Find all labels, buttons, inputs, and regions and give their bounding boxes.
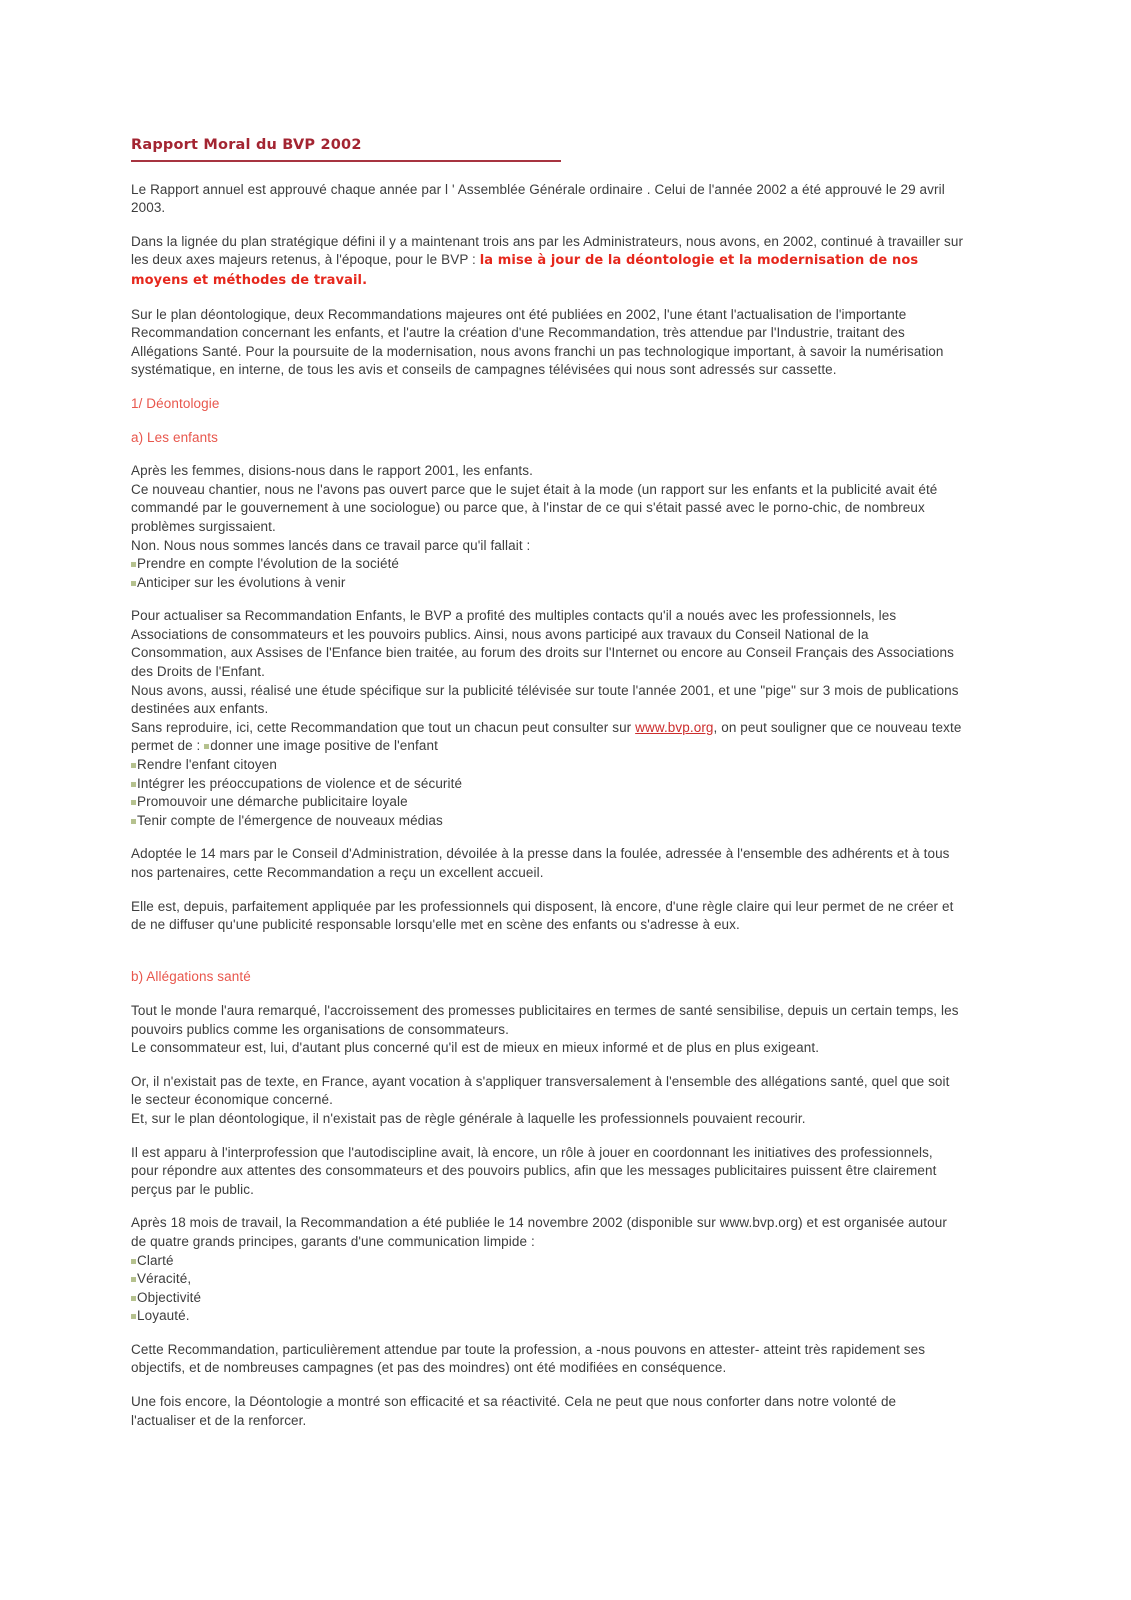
text-run: Sur le plan déontologique, deux Recommandations majeures ont été publiées en 2002, l'une étant l'actualisation de l'importante Recommandation concernant les enfants, et l'autre la création d'une Recommandation, très attendue par l'Industrie, traitant des Allégations Santé. Pour la poursuite de la modernisation, nous avons franchi un pas technologique important, à savoir la numérisation systématique, en interne, de tous les avis et conseils de campagnes télévisées qui nous sont adressés sur cassette. (131, 306, 944, 378)
text-run: Après les femmes, disions-nous dans le rapport 2001, les enfants. (131, 463, 533, 479)
paragraph (131, 1002, 964, 1058)
paragraph (131, 845, 964, 882)
text-run: Anticiper sur les évolutions à venir (137, 574, 346, 590)
text-run: Véracité, (137, 1271, 192, 1287)
section-heading: b) Allégations santé (131, 969, 251, 985)
bullet-icon (131, 800, 136, 805)
paragraph (131, 181, 964, 218)
text-run: Intégrer les préoccupations de violence et de sécurité (137, 775, 463, 791)
text-run: donner une image positive de l'enfant (210, 738, 438, 754)
paragraph (131, 1073, 964, 1129)
text-run: Pour actualiser sa Recommandation Enfants, le BVP a profité des multiples contacts qu'il a noués avec les professionnels, les Associations de consommateurs et les pouvoirs publics. Ainsi, nous avons participé aux travaux du Conseil National de la Consommation, aux Assises de l'Enfance bien traitée, au forum des droits sur l'Internet ou encore au Conseil Français des Associations des Droits de l'Enfant. (131, 608, 954, 680)
bullet-icon (131, 782, 136, 787)
paragraph (131, 1393, 964, 1430)
text-run: Elle est, depuis, parfaitement appliquée par les professionnels qui disposent, là encore, d'une règle claire qui leur permet de ne créer et de ne diffuser qu'une publicité responsable lorsqu'elle met en scène des enfants ou s'adresse à eux. (131, 898, 954, 933)
section-heading: a) Les enfants (131, 429, 218, 445)
text-run: Ce nouveau chantier, nous ne l'avons pas ouvert parce que le sujet était à la mode (un rapport sur les enfants et la publicité avait été commandé par le gouvernement à une sociologue) ou parce que, à l'instar de ce qui s'était passé avec le porno-chic, de nombreux problèmes surgissaient. (131, 481, 938, 534)
text-run: , on peut souligner que ce nouveau texte permet de : (131, 719, 962, 754)
text-run: Il est apparu à l'interprofession que l'autodiscipline avait, là encore, un rôle à jouer en coordonnant les initiatives des professionnels, pour répondre aux attentes des consommateurs et des pouvoirs publics, afin que les messages publicitaires puissent être clairement perçus par le public. (131, 1144, 937, 1197)
text-run: Une fois encore, la Déontologie a montré son efficacité et sa réactivité. Cela ne peut que nous conforter dans notre volonté de l'actualiser et de la renforcer. (131, 1394, 897, 1428)
paragraph (131, 898, 964, 935)
bullet-icon (131, 1277, 136, 1282)
text-run: Nous avons, aussi, réalisé une étude spécifique sur la publicité télévisée sur toute l'année 2001, et une "pige" sur 3 mois de publications destinées aux enfants. (131, 682, 959, 717)
text-run: Tenir compte de l'émergence de nouveaux médias (137, 812, 443, 828)
text-run: Dans la lignée du plan stratégique défini il y a maintenant trois ans par les Administrateurs, nous avons, en 2002, continué à travailler sur les deux axes majeurs retenus, à l'époque, pour le BVP : (131, 233, 964, 268)
paragraph (131, 1341, 964, 1378)
text-run: Cette Recommandation, particulièrement attendue par toute la profession, a -nous pouvons en attester- atteint très rapidement ses objectifs, et de nombreuses campagnes (et pas des moindres) ont été modifiées en conséquence. (131, 1341, 926, 1376)
page-title: Rapport Moral du BVP 2002 (131, 136, 561, 162)
section-heading: 1/ Déontologie (131, 395, 220, 411)
bullet-icon (131, 581, 136, 586)
document-content (131, 136, 964, 1445)
bullet-icon (131, 1259, 136, 1264)
document-body (131, 181, 964, 1431)
bullet-icon (131, 819, 136, 824)
text-run: Promouvoir une démarche publicitaire loyale (137, 794, 408, 810)
text-run: Après 18 mois de travail, la Recommandation a été publiée le 14 novembre 2002 (disponible sur www.bvp.org) et est organisée autour de quatre grands principes, garants d'une communication limpide : (131, 1215, 947, 1249)
text-run: Et, sur le plan déontologique, il n'existait pas de règle générale à laquelle les professionnels pouvaient recourir. (131, 1110, 806, 1126)
bvp-link[interactable]: www.bvp.org (635, 719, 714, 735)
bullet-icon (131, 562, 136, 567)
text-run: Adoptée le 14 mars par le Conseil d'Administration, dévoilée à la presse dans la foulée, adressée à l'ensemble des adhérents et à tous nos partenaires, cette Recommandation a reçu un excellent accueil. (131, 846, 950, 880)
text-run: Non. Nous nous sommes lancés dans ce travail parce qu'il fallait : (131, 537, 531, 553)
text-run: Sans reproduire, ici, cette Recommandation que tout un chacun peut consulter sur (131, 719, 636, 735)
paragraph (131, 1214, 964, 1326)
text-run: Clarté (137, 1252, 174, 1268)
paragraph (131, 1144, 964, 1200)
paragraph (131, 607, 964, 830)
text-run: Prendre en compte l'évolution de la société (137, 556, 400, 572)
spacer (131, 950, 964, 969)
bullet-icon (131, 1296, 136, 1301)
emphasis-red: la mise à jour de la déontologie et la modernisation de nos moyens et méthodes de travail. (131, 253, 919, 288)
text-run: Le consommateur est, lui, d'autant plus concerné qu'il est de mieux en mieux informé et de plus en plus exigeant. (131, 1040, 820, 1056)
text-run: Objectivité (137, 1289, 202, 1305)
paragraph (131, 462, 964, 592)
text-run: Tout le monde l'aura remarqué, l'accroissement des promesses publicitaires en termes de santé sensibilise, depuis un certain temps, les pouvoirs publics comme les organisations de consommateurs. (131, 1002, 959, 1037)
text-run: Le Rapport annuel est approuvé chaque année par l ' Assemblée Générale ordinaire . Celui de l'année 2002 a été approuvé le 29 avril 2003. (131, 181, 945, 216)
bullet-icon (131, 1314, 136, 1319)
text-run: Or, il n'existait pas de texte, en France, ayant vocation à s'appliquer transversalement à l'ensemble des allégations santé, quel que soit le secteur économique concerné. (131, 1073, 950, 1108)
bullet-icon (131, 763, 136, 768)
text-run: Rendre l'enfant citoyen (137, 757, 277, 773)
bullet-icon (204, 744, 209, 749)
paragraph (131, 306, 964, 380)
text-run: Loyauté. (137, 1308, 190, 1324)
paragraph (131, 233, 964, 291)
